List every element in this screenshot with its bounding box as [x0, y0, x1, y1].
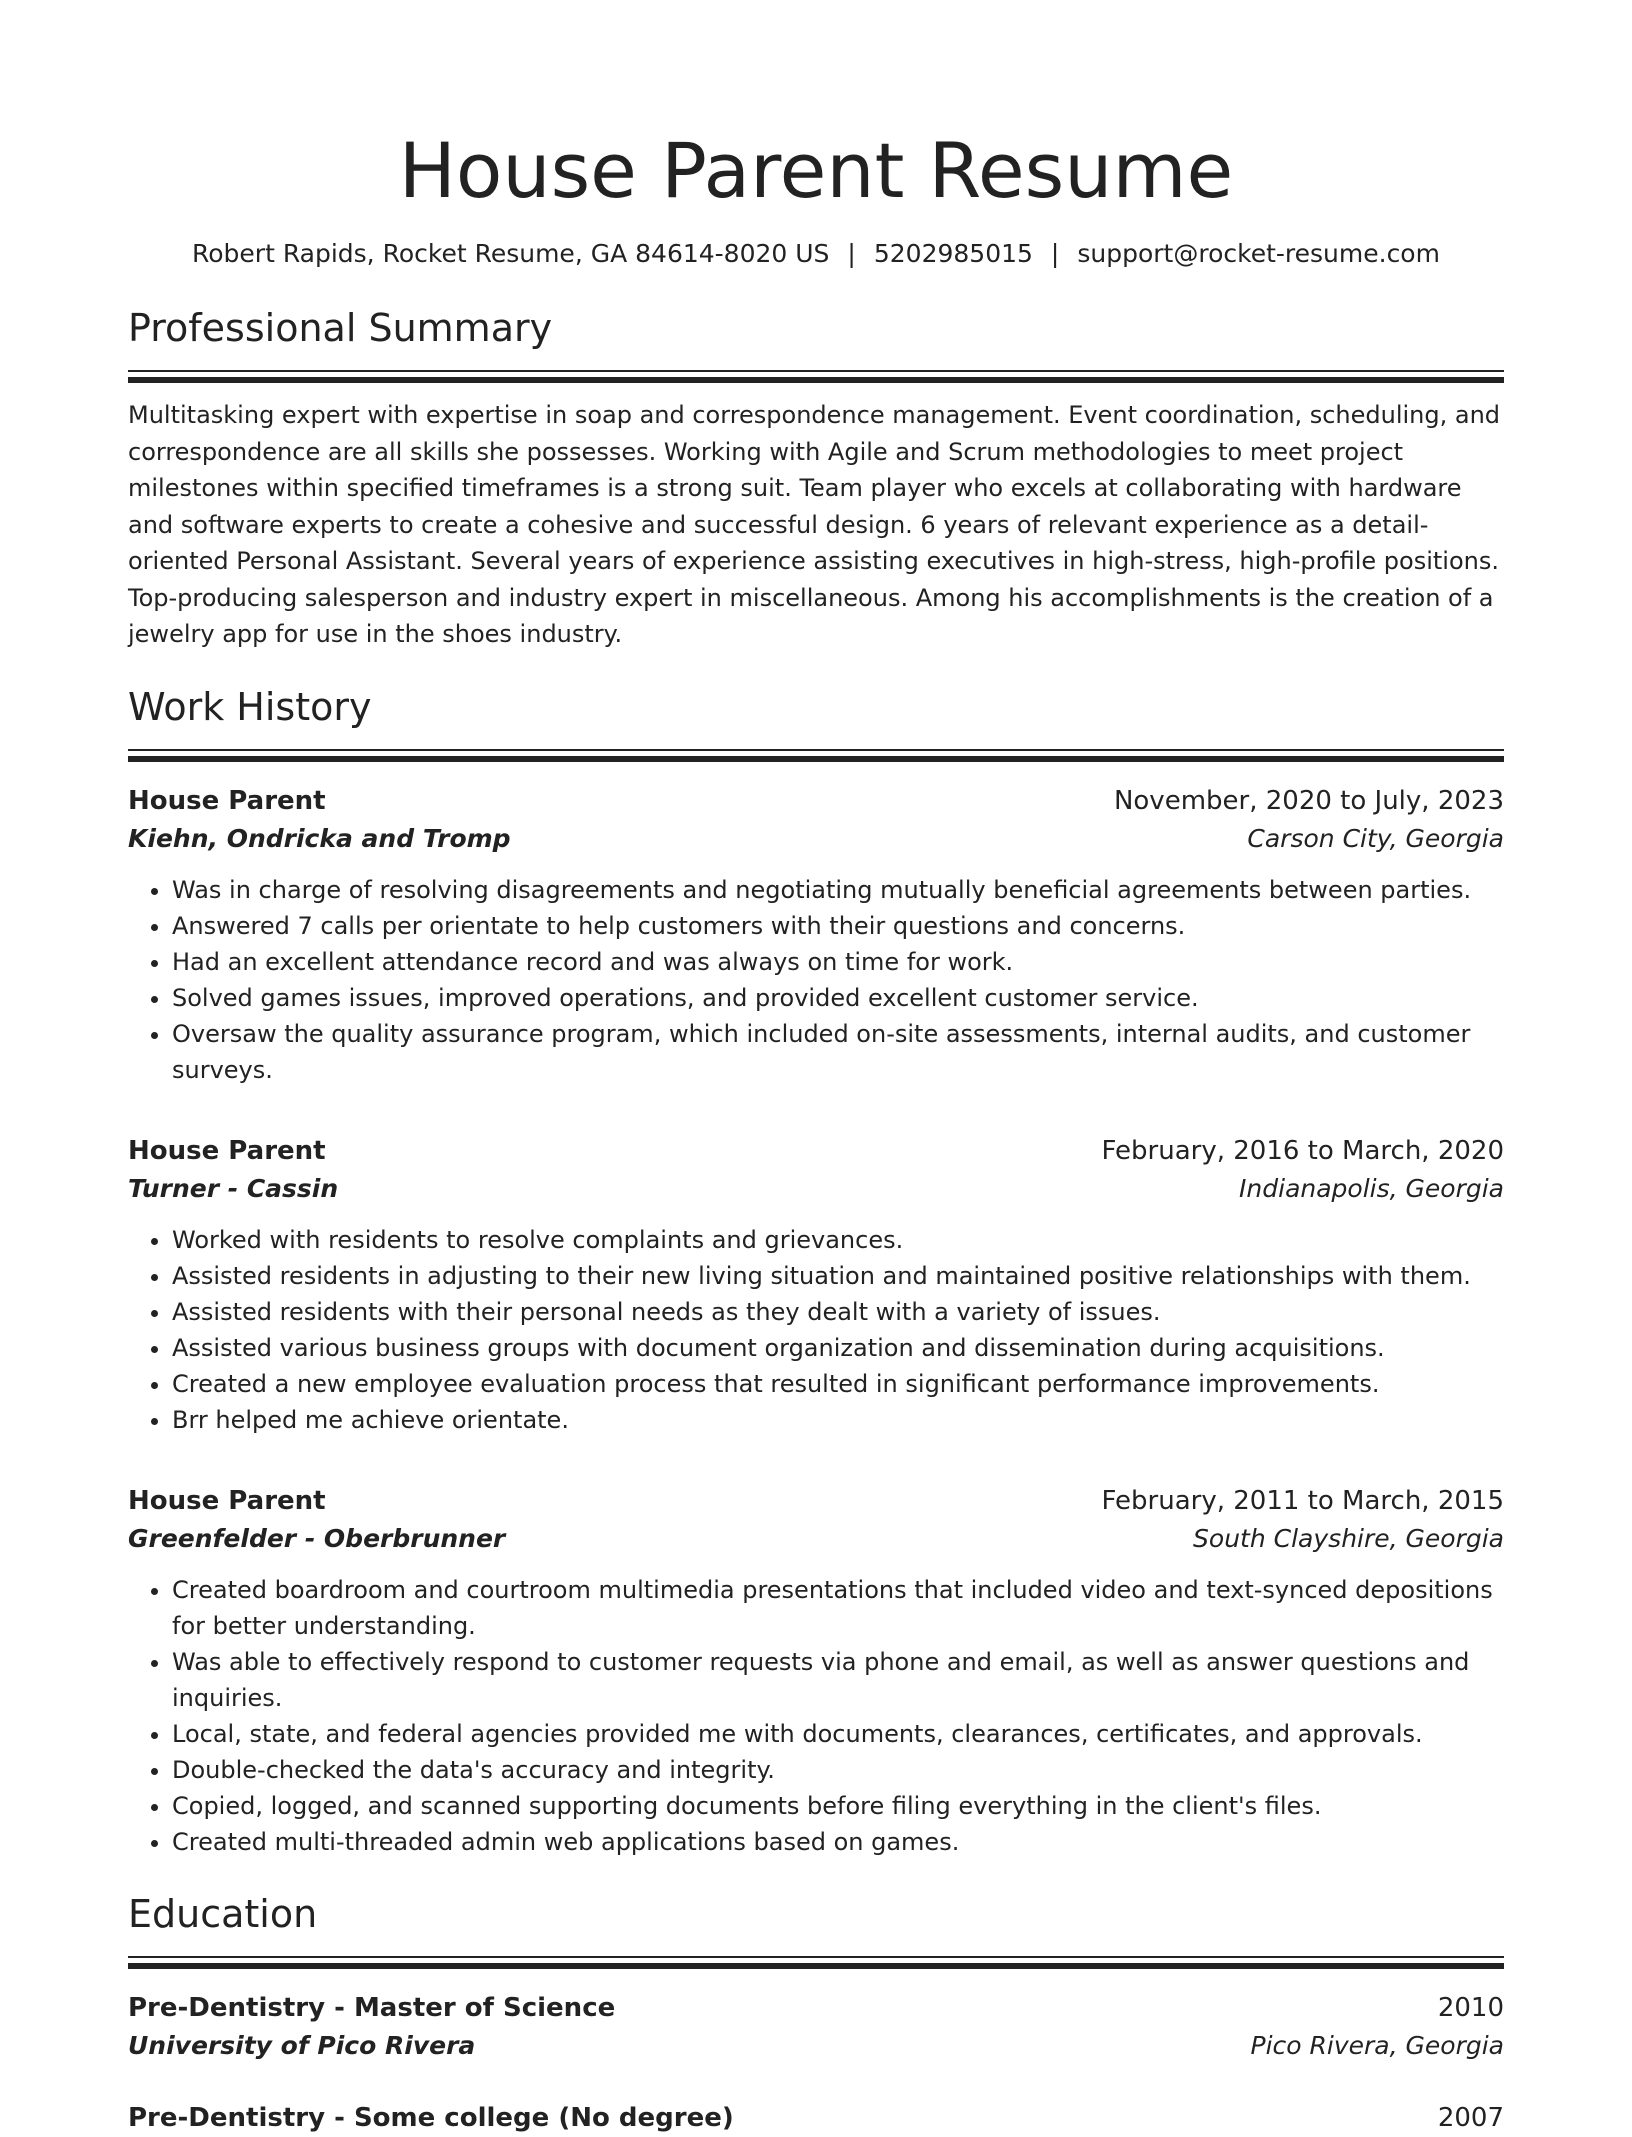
section-divider [128, 1956, 1504, 1969]
job-location: Indianapolis, Georgia [1239, 1173, 1504, 1203]
job-bullet: • Was in charge of resolving disagreements and negotiating mutually beneficial agreements between parties. [172, 872, 1504, 908]
job-bullets [128, 1572, 1504, 1860]
education-entry [128, 2099, 1504, 2137]
job-bullet: • Brr helped me achieve orientate. [172, 1402, 1504, 1438]
education-degree: Pre-Dentistry - Master of Science [128, 1992, 616, 2023]
job-company: Kiehn, Ondricka and Tromp [128, 823, 511, 853]
job-bullet: • Created a new employee evaluation process that resulted in significant performance improvements. [172, 1366, 1504, 1402]
job-company: Greenfelder - Oberbrunner [128, 1523, 506, 1553]
job-dates: November, 2020 to July, 2023 [1113, 785, 1504, 816]
education-year: 2007 [1437, 2102, 1504, 2133]
job-bullet: • Double-checked the data's accuracy and integrity. [172, 1752, 1504, 1788]
job-title: House Parent [128, 1485, 326, 1516]
education-location: Pico Rivera, Georgia [1250, 2030, 1504, 2060]
job-bullets [128, 1222, 1504, 1438]
job-bullet: • Oversaw the quality assurance program, which included on-site assessments, internal audits, and customer surveys. [172, 1016, 1504, 1088]
job-bullet: • Assisted residents in adjusting to their new living situation and maintained positive relationships with them. [172, 1258, 1504, 1294]
education-year: 2010 [1437, 1992, 1504, 2023]
job-dates: February, 2011 to March, 2015 [1101, 1485, 1504, 1516]
section-divider [128, 370, 1504, 383]
job-location: South Clayshire, Georgia [1193, 1523, 1504, 1553]
job-bullet: • Local, state, and federal agencies provided me with documents, clearances, certificates, and approvals. [172, 1716, 1504, 1752]
education-degree: Pre-Dentistry - Some college (No degree) [128, 2102, 734, 2133]
job-bullet: • Worked with residents to resolve complaints and grievances. [172, 1222, 1504, 1258]
summary-text: Multitasking expert with expertise in soap and correspondence management. Event coordination, scheduling, and correspondence are all skills she possesses. Working with Agile and Scrum methodologies to meet project milestones within specified timeframes is a strong suit. Team player who excels at collaborating with hardware and software experts to create a cohesive and successful design. 6 years of relevant experience as a detail-oriented Personal Assistant. Several years of experience assisting executives in high-stress, high-profile positions. Top-producing salesperson and industry expert in miscellaneous. Among his accomplishments is the creation of a jewelry app for use in the shoes industry. [128, 401, 1501, 648]
job-title: House Parent [128, 1135, 326, 1166]
job-bullet: • Assisted various business groups with document organization and dissemination during acquisitions. [172, 1330, 1504, 1366]
job-company: Turner - Cassin [128, 1173, 339, 1203]
summary-section-header [128, 304, 1504, 383]
job-entry [128, 1132, 1504, 1438]
job-bullet: • Copied, logged, and scanned supporting documents before filing everything in the client's files. [172, 1788, 1504, 1824]
contact-line [128, 237, 1504, 271]
work-section-header [128, 683, 1504, 762]
contact-address: Robert Rapids, Rocket Resume, GA 84614-8020 US [192, 239, 830, 268]
education-school: University of Pico Rivera [128, 2030, 476, 2060]
job-bullet: • Solved games issues, improved operations, and provided excellent customer service. [172, 980, 1504, 1016]
job-bullet: • Created multi-threaded admin web applications based on games. [172, 1824, 1504, 1860]
job-bullet: • Was able to effectively respond to customer requests via phone and email, as well as answer questions and inquiries. [172, 1644, 1504, 1716]
job-bullet: • Created boardroom and courtroom multimedia presentations that included video and text-synced depositions for better understanding. [172, 1572, 1504, 1644]
work-heading: Work History [128, 684, 372, 729]
job-entry [128, 782, 1504, 1088]
job-entry [128, 1482, 1504, 1860]
job-dates: February, 2016 to March, 2020 [1101, 1135, 1504, 1166]
job-bullet: • Assisted residents with their personal needs as they dealt with a variety of issues. [172, 1294, 1504, 1330]
job-bullet: • Answered 7 calls per orientate to help customers with their questions and concerns. [172, 908, 1504, 944]
contact-email: support@rocket-resume.com [1077, 239, 1440, 268]
job-title: House Parent [128, 785, 326, 816]
education-entry [128, 1989, 1504, 2065]
resume-title: House Parent Resume [398, 126, 1234, 215]
contact-separator: | [847, 239, 856, 268]
contact-phone: 5202985015 [873, 239, 1033, 268]
summary-heading: Professional Summary [128, 306, 553, 350]
section-divider [128, 749, 1504, 762]
job-bullets [128, 872, 1504, 1088]
job-bullet: • Had an excellent attendance record and was always on time for work. [172, 944, 1504, 980]
education-heading: Education [128, 1891, 318, 1936]
resume-page [128, 0, 1504, 2137]
education-section-header [128, 1890, 1504, 1969]
work-history-list [128, 782, 1504, 1860]
job-location: Carson City, Georgia [1247, 823, 1504, 853]
contact-separator: | [1050, 239, 1060, 268]
